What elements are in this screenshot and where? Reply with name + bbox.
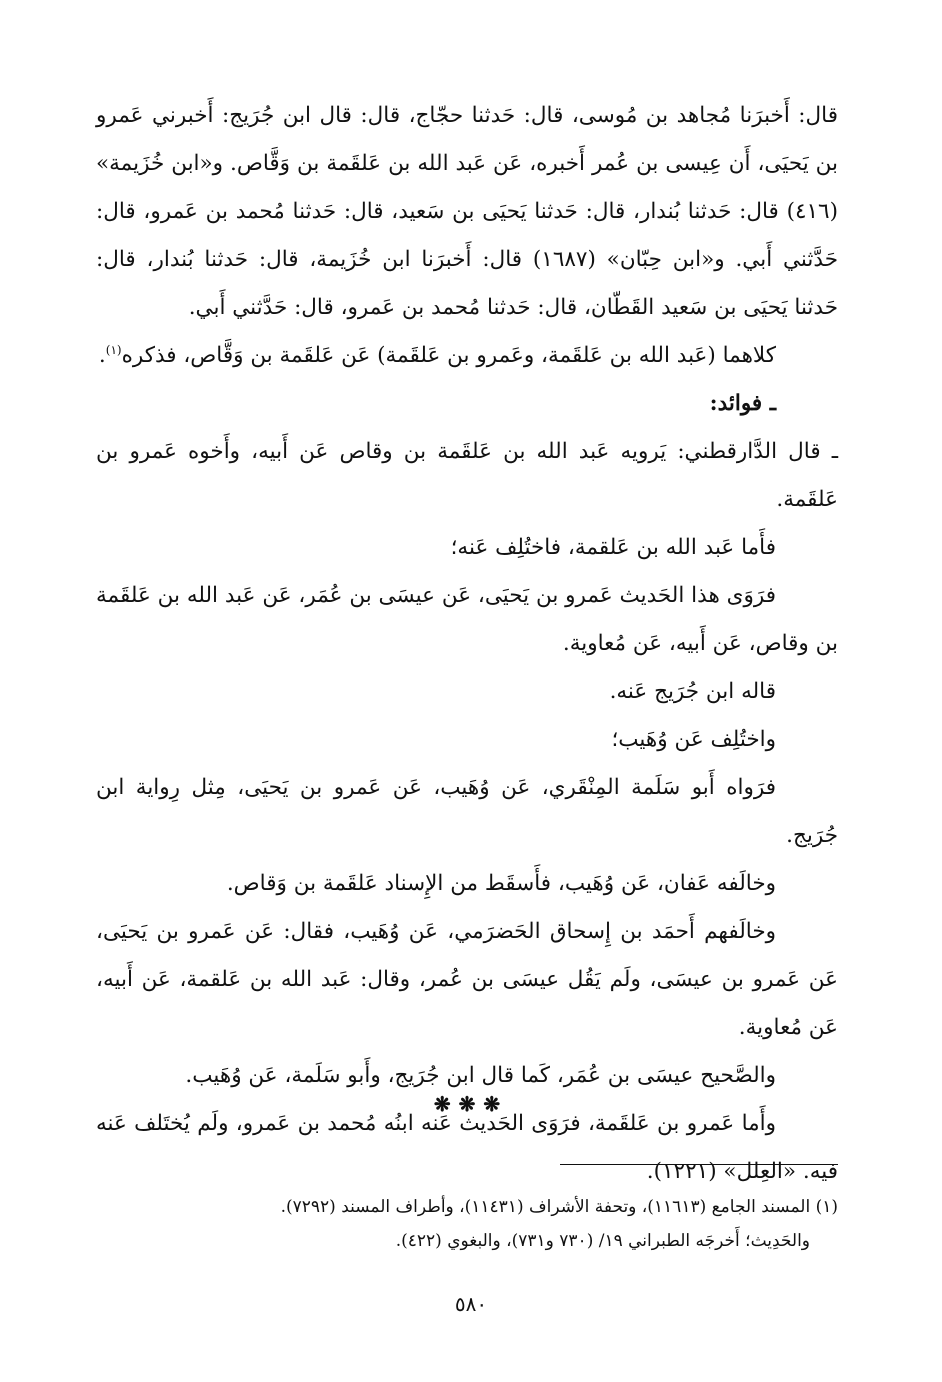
section-separator: ❋❋❋	[433, 1092, 509, 1116]
paragraph-amr: وأَما عَمرو بن عَلقَمة، فرَوَى الحَديث عَنه ابنُه مُحمد بن عَمرو، ولَم يُختَلف عَنه فيه. «العِلل» (١٢٢١).	[96, 1111, 838, 1184]
footnote-1-continuation: والحَدِيث؛ أَخرجَه الطبراني ١٩/ (٧٣٠ و٧٣١)، والبغوي (٤٢٢).	[395, 1231, 810, 1251]
paragraph-affan: وخالَفه عَفان، عَن وُهَيب، فأَسقَط من الإِسناد عَلقَمة بن وَقاص.	[226, 871, 776, 896]
paragraph-ibn-jurayj: قاله ابن جُرَيج عَنه.	[609, 679, 776, 704]
footnote-divider	[560, 1164, 838, 1165]
footnote-1: (١) المسند الجامع (١١٦١٣)، وتحفة الأشراف (١١٤٣١)، وأطراف المسند (٧٢٩٢).	[280, 1197, 838, 1217]
paragraph-abu-salama: فرَواه أَبو سَلَمة المِنْقَري، عَن وُهَيب، عَن عَمرو بن يَحيَى، مِثل رِواية ابن جُرَيج.	[96, 775, 838, 848]
footnotes	[96, 1190, 838, 1258]
page-number: ٥٨٠	[454, 1292, 488, 1316]
paragraph-hadrami: وخالَفهم أَحمَد بن إِسحاق الحَضرَمي، عَن وُهَيب، فقال: عَن عَمرو بن يَحيَى، عَن عَمرو بن عيسَى، ولَم يَقُل عيسَى بن عُمر، وقال: عَبد الله بن عَلقمة، عَن أَبيه، عَن مُعاوية.	[96, 919, 838, 1040]
paragraph-isnad: قال: أَخبرَنا مُجاهد بن مُوسى، قال: حَدثنا حجّاج، قال: قال ابن جُرَيج: أَخبرني عَمرو بن يَحيَى، أَن عِيسى بن عُمر أَخبره، عَن عَبد الله بن عَلقَمة بن وَقَّاص. و«ابن خُزَيمة» (٤١٦) قال: حَدثنا بُندار، قال: حَدثنا يَحيَى بن سَعيد، قال: حَدثنا مُحمد بن عَمرو، قال: حَدَّثني أَبي. و«ابن حِبّان» (١٦٨٧) قال: أَخبرَنا ابن خُزَيمة، قال: حَدثنا بُندار، قال: حَدثنا يَحيَى بن سَعيد القَطّان، قال: حَدثنا مُحمد بن عَمرو، قال: حَدَّثني أَبي.	[96, 103, 838, 320]
paragraph-text: كلاهما (عَبد الله بن عَلقَمة، وعَمرو بن عَلقَمة) عَن عَلقَمة بن وَقَّاص، فذكره	[121, 343, 776, 368]
paragraph-narration: فرَوَى هذا الحَديث عَمرو بن يَحيَى، عَن عيسَى بن عُمَر، عَن عَبد الله بن عَلقَمة بن وقاص، عَن أَبيه، عَن مُعاوية.	[96, 583, 838, 656]
paragraph-daraqutni: ـ قال الدَّارقطني: يَرويه عَبد الله بن عَلقَمة بن وقاص عَن أَبيه، وأَخوه عَمرو بن عَلقَمة.	[96, 439, 838, 512]
paragraph-both-chains: كلاهما (عَبد الله بن عَلقَمة، وعَمرو بن عَلقَمة) عَن عَلقَمة بن وَقَّاص، فذكره$^{(١)}$.	[98, 342, 776, 368]
footnote-marker: (١)	[105, 342, 122, 357]
paragraph-abdullah: فأَما عَبد الله بن عَلقمة، فاختُلِف عَنه؛	[450, 535, 776, 560]
main-text	[96, 92, 838, 1196]
paragraph-correct: والصَّحيح عيسَى بن عُمَر، كَما قال ابن جُرَيج، وأَبو سَلَمة، عَن وُهَيب.	[185, 1063, 776, 1088]
section-heading-benefits: ـ فوائد:	[709, 391, 776, 416]
paragraph-wuhayb-differed: واختُلِف عَن وُهَيب؛	[611, 727, 776, 752]
